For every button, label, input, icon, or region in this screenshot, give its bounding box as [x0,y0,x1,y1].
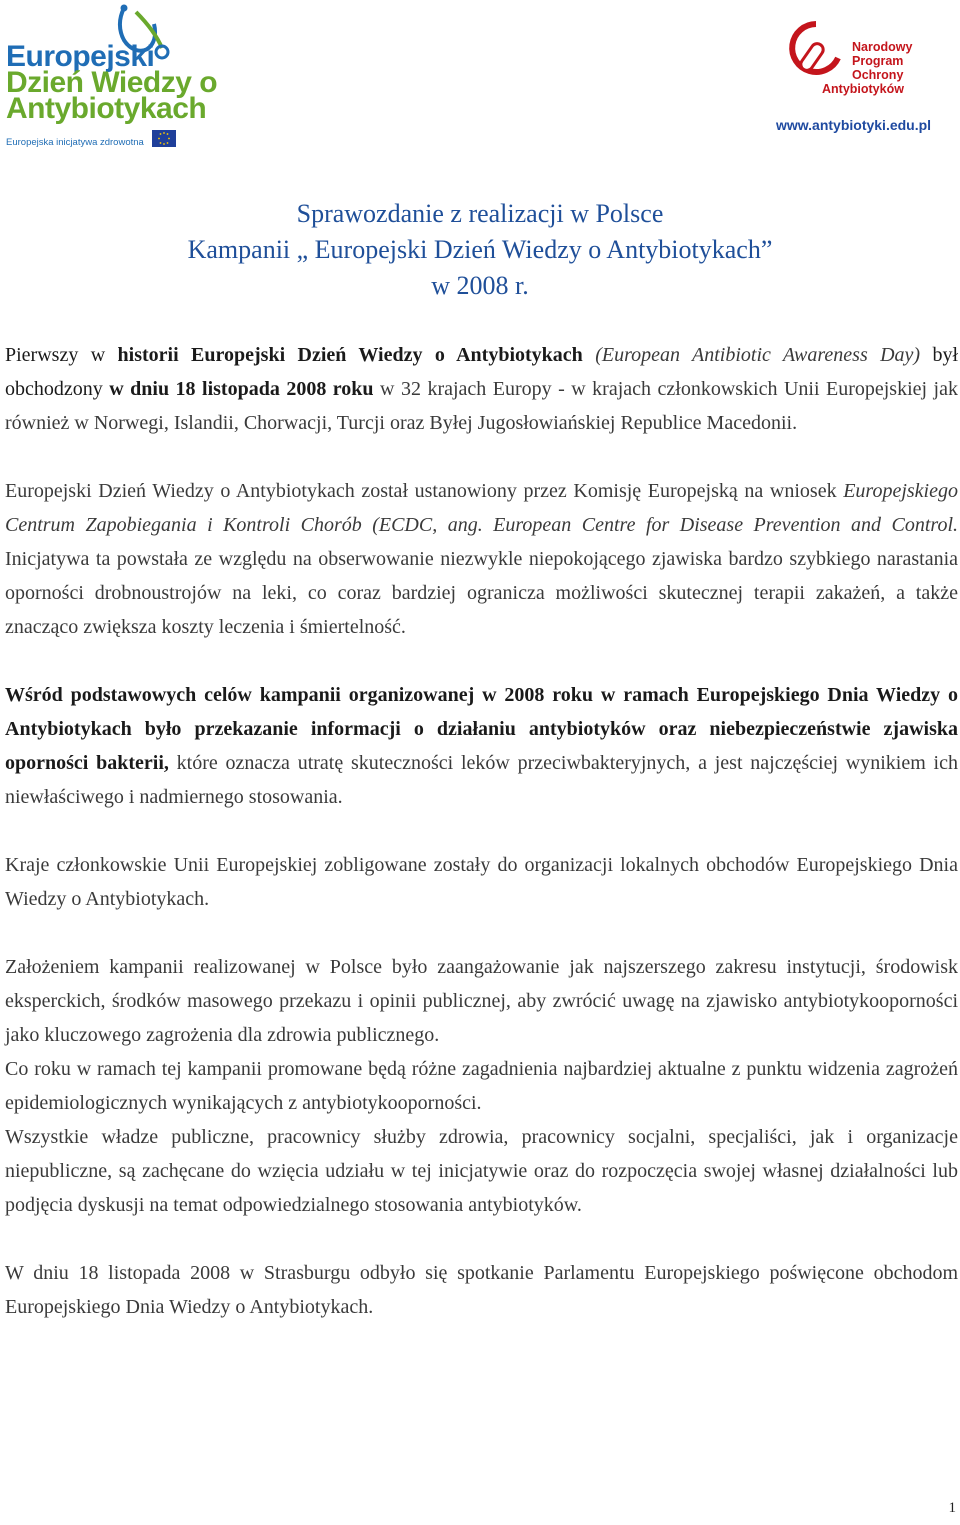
p1-c [583,344,595,366]
p1-d: (European Antibiotic Awareness Day) [595,344,921,366]
paragraph-1 [5,338,958,440]
paragraph-4: Kraje członkowskie Unii Europejskiej zobligowane zostały do organizacji lokalnych obchodów Europejskiego Dnia Wiedzy o Antybiotykach. [5,854,958,910]
eu-flag-icon [152,130,176,147]
title-line-3: w 2008 r. [431,271,529,300]
p1-g: w 32 krajach Europy - w krajach członkowskich Unii Europejskiej jak również w Norwegi, Islandii, Chorwacji, Turcji oraz Byłej Jugosłowiańskiej Republice Macedonii. [5,378,958,434]
npoa-logo [772,18,952,138]
logo-right-line1: Narodowy [852,40,913,54]
logo-left-line3: Antybiotykach [6,92,207,125]
p1-f: w dniu 18 listopada 2008 roku [109,378,374,400]
pill-ring-icon [788,18,844,90]
p1-b: historii Europejski Dzień Wiedzy o Antybiotykach [117,344,583,366]
document-body [5,338,958,1324]
p1-a: Pierwszy w [5,344,118,366]
logo-left-line1: Europejski [6,40,155,73]
paragraph-8: W dniu 18 listopada 2008 w Strasburgu odbyło się spotkanie Parlamentu Europejskiego poświęcone obchodom Europejskiego Dnia Wiedzy o Antybiotykach. [5,1262,958,1318]
title-line-1: Sprawozdanie z realizacji w Polsce [296,199,664,228]
p2-a: Europejski Dzień Wiedzy o Antybiotykach został ustanowiony przez Komisję Europejską na wniosek [5,480,844,502]
logo-right-url: www.antybiotyki.edu.pl [776,117,932,133]
paragraph-5: Założeniem kampanii realizowanej w Polsce było zaangażowanie jak najszerszego zakresu instytucji, środowisk eksperckich, środków masowego przekazu i opinii publicznej, aby zwrócić uwagę na zjawisko antybiotykooporności jako kluczowego zagrożenia dla zdrowia publicznego. [5,956,958,1046]
logo-right-line3: Ochrony [852,68,904,82]
p3-a: Wśród podstawowych celów kampanii organizowanej w 2008 roku w ramach Europejskiego Dnia Wiedzy o Antybiotykach było przekazanie informacji o działaniu antybiotyków oraz niebezpieczeństwie zjawiska oporności bakterii, [5,684,958,774]
paragraph-7: Wszystkie władze publiczne, pracownicy służby zdrowia, pracownicy socjalni, specjaliści, jak i organizacje niepubliczne, są zachęcane do wzięcia udziału w tej inicjatywie oraz do rozpoczęcia swojej własnej działalności lub podjęcia dyskusji na temat odpowiedzialnego stosowania antybiotyków. [5,1126,958,1216]
paragraph-6: Co roku w ramach tej kampanii promowane będą różne zagadnienia najbardziej aktualne z punktu widzenia zagrożeń epidemiologicznych wynikających z antybiotykooporności. [5,1058,958,1114]
p2-c: Inicjatywa ta powstała ze względu na obserwowanie niezwykle niepokojącego zjawiska bardzo szybkiego narastania oporności drobnoustrojów na leki, co coraz bardziej ogranicza możliwości skutecznej terapii zakażeń, a także znacząco zwiększa koszty leczenia i śmiertelność. [5,548,958,638]
logo-right-line2: Program [852,54,904,68]
page-number: 1 [948,1500,956,1516]
p3-b: które oznacza utratę skuteczności leków przeciwbakteryjnych, a jest najczęściej wynikiem ich niewłaściwego i nadmiernego stosowania. [5,752,958,808]
paragraph-3 [5,678,958,814]
document-title [0,196,960,304]
logo-left-line2: Dzień Wiedzy o [6,66,218,99]
p1-e: był obchodzony [5,344,959,400]
p2-b: Europejskiego Centrum Zapobiegania i Kontroli Chorób (ECDC, ang. European Centre for Disease Prevention and Control. [5,480,958,536]
paragraph-2 [5,474,958,644]
logo-right-line4: Antybiotyków [822,82,904,96]
title-line-2: Kampanii „ Europejski Dzień Wiedzy o Antybiotykach” [187,235,773,264]
edwa-logo [6,4,218,148]
logo-left-tagline: Europejska inicjatywa zdrowotna [6,137,144,148]
